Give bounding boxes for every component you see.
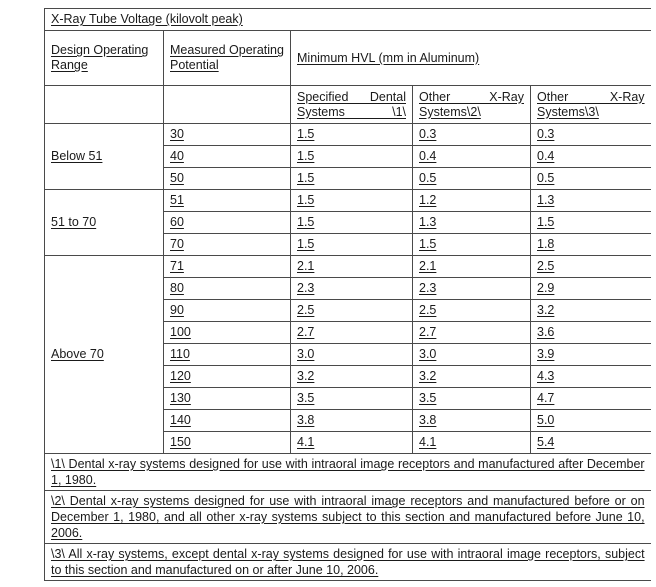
footnote-row bbox=[45, 491, 651, 544]
subheader-row bbox=[45, 86, 651, 124]
kvp-cell: 80 bbox=[164, 278, 291, 300]
header-min-hvl: Minimum HVL (mm in Aluminum) bbox=[291, 31, 651, 86]
kvp-cell: 71 bbox=[164, 256, 291, 278]
header-row bbox=[45, 31, 651, 86]
hvl-other2-cell: 3.8 bbox=[413, 410, 531, 432]
hvl-other2-cell: 0.4 bbox=[413, 146, 531, 168]
kvp-cell: 51 bbox=[164, 190, 291, 212]
kvp-cell: 50 bbox=[164, 168, 291, 190]
hvl-dental-cell: 1.5 bbox=[291, 212, 413, 234]
table-row bbox=[45, 256, 651, 278]
footnote-3: \3\ All x-ray systems, except dental x-ray systems designed for use with intraoral image receptors, subject to this section and manufactured on or after June 10, 2006. bbox=[45, 544, 651, 581]
hvl-other3-cell: 0.4 bbox=[531, 146, 651, 168]
hvl-other3-cell: 2.9 bbox=[531, 278, 651, 300]
hvl-other3-cell: 3.2 bbox=[531, 300, 651, 322]
table-row bbox=[45, 124, 651, 146]
hvl-other3-cell: 0.3 bbox=[531, 124, 651, 146]
kvp-cell: 100 bbox=[164, 322, 291, 344]
hvl-other3-cell: 3.6 bbox=[531, 322, 651, 344]
hvl-dental-cell: 1.5 bbox=[291, 146, 413, 168]
hvl-other2-cell: 1.3 bbox=[413, 212, 531, 234]
hvl-dental-cell: 3.2 bbox=[291, 366, 413, 388]
hvl-other2-cell: 3.2 bbox=[413, 366, 531, 388]
design-range-cell: 51 to 70 bbox=[45, 190, 164, 256]
hvl-dental-cell: 2.1 bbox=[291, 256, 413, 278]
kvp-cell: 110 bbox=[164, 344, 291, 366]
hvl-dental-cell: 2.5 bbox=[291, 300, 413, 322]
hvl-dental-cell: 2.3 bbox=[291, 278, 413, 300]
hvl-other2-cell: 3.0 bbox=[413, 344, 531, 366]
kvp-cell: 150 bbox=[164, 432, 291, 454]
kvp-cell: 120 bbox=[164, 366, 291, 388]
hvl-other2-cell: 1.5 bbox=[413, 234, 531, 256]
footnote-1: \1\ Dental x-ray systems designed for use with intraoral image receptors and manufactured after December 1, 1980. bbox=[45, 454, 651, 491]
header-other3: Other X-Ray Systems\3\ bbox=[531, 86, 651, 124]
kvp-cell: 130 bbox=[164, 388, 291, 410]
hvl-other2-cell: 2.3 bbox=[413, 278, 531, 300]
hvl-other2-cell: 3.5 bbox=[413, 388, 531, 410]
hvl-other2-cell: 2.7 bbox=[413, 322, 531, 344]
hvl-other2-cell: 0.5 bbox=[413, 168, 531, 190]
hvl-dental-cell: 1.5 bbox=[291, 190, 413, 212]
hvl-dental-cell: 3.5 bbox=[291, 388, 413, 410]
hvl-other3-cell: 1.3 bbox=[531, 190, 651, 212]
design-range-cell: Below 51 bbox=[45, 124, 164, 190]
hvl-other2-cell: 4.1 bbox=[413, 432, 531, 454]
title-row bbox=[45, 9, 651, 31]
kvp-cell: 140 bbox=[164, 410, 291, 432]
hvl-other3-cell: 1.5 bbox=[531, 212, 651, 234]
hvl-other3-cell: 5.0 bbox=[531, 410, 651, 432]
kvp-cell: 70 bbox=[164, 234, 291, 256]
hvl-other2-cell: 0.3 bbox=[413, 124, 531, 146]
table-row bbox=[45, 190, 651, 212]
footnote-row bbox=[45, 544, 651, 581]
kvp-cell: 60 bbox=[164, 212, 291, 234]
hvl-other3-cell: 4.3 bbox=[531, 366, 651, 388]
header-design-range: Design Operating Range bbox=[45, 31, 164, 86]
design-range-cell: Above 70 bbox=[45, 256, 164, 454]
header-dental: Specified Dental Systems \1\ bbox=[291, 86, 413, 124]
subheader-empty-2 bbox=[164, 86, 291, 124]
hvl-other3-cell: 0.5 bbox=[531, 168, 651, 190]
hvl-dental-cell: 2.7 bbox=[291, 322, 413, 344]
hvl-dental-cell: 1.5 bbox=[291, 124, 413, 146]
kvp-cell: 30 bbox=[164, 124, 291, 146]
hvl-dental-cell: 4.1 bbox=[291, 432, 413, 454]
header-other2: Other X-Ray Systems\2\ bbox=[413, 86, 531, 124]
footnote-2: \2\ Dental x-ray systems designed for use with intraoral image receptors and manufactured before or on December 1, 1980, and all other x-ray systems subject to this section and manufactured before June 10, 2006. bbox=[45, 491, 651, 544]
hvl-dental-cell: 1.5 bbox=[291, 234, 413, 256]
hvl-dental-cell: 1.5 bbox=[291, 168, 413, 190]
hvl-other2-cell: 1.2 bbox=[413, 190, 531, 212]
hvl-other3-cell: 5.4 bbox=[531, 432, 651, 454]
kvp-cell: 90 bbox=[164, 300, 291, 322]
hvl-dental-cell: 3.0 bbox=[291, 344, 413, 366]
subheader-empty-1 bbox=[45, 86, 164, 124]
hvl-other2-cell: 2.5 bbox=[413, 300, 531, 322]
hvl-dental-cell: 3.8 bbox=[291, 410, 413, 432]
hvl-other3-cell: 3.9 bbox=[531, 344, 651, 366]
hvl-other3-cell: 1.8 bbox=[531, 234, 651, 256]
footnote-row bbox=[45, 454, 651, 491]
hvl-table bbox=[44, 8, 651, 581]
hvl-other3-cell: 4.7 bbox=[531, 388, 651, 410]
header-measured-potential: Measured Operating Potential bbox=[164, 31, 291, 86]
kvp-cell: 40 bbox=[164, 146, 291, 168]
hvl-other3-cell: 2.5 bbox=[531, 256, 651, 278]
hvl-other2-cell: 2.1 bbox=[413, 256, 531, 278]
table-title: X-Ray Tube Voltage (kilovolt peak) bbox=[45, 9, 651, 31]
